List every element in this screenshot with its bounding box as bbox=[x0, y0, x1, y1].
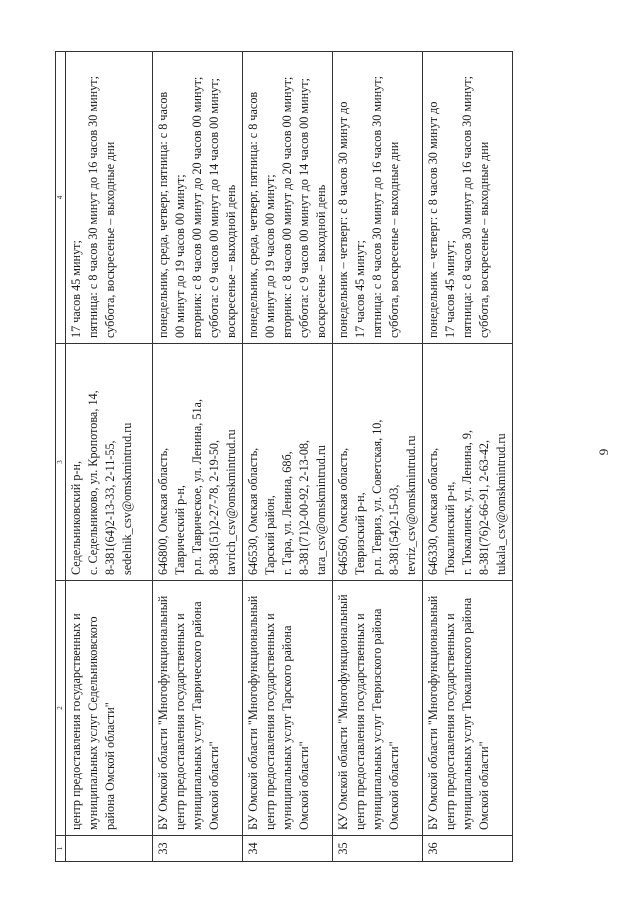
office-name-line: муниципальных услуг Тевризского района bbox=[370, 608, 384, 830]
office-schedule-line: 17 часов 45 минут; bbox=[353, 240, 367, 338]
office-address-line: г. Тюкалинск, ул. Ленина, 9, bbox=[460, 430, 474, 575]
office-name bbox=[153, 581, 243, 836]
office-address-line: tukala_csv@omskmintrud.ru bbox=[494, 433, 508, 575]
office-address-line: 646800, Омская область, bbox=[156, 447, 170, 575]
header-row bbox=[56, 52, 66, 862]
row-number: 34 bbox=[243, 836, 333, 862]
page-number: 9 bbox=[596, 448, 611, 456]
office-schedule bbox=[153, 52, 243, 344]
office-address-line: tevriz_csv@omskmintrud.ru bbox=[404, 435, 418, 575]
office-address-line: Таврический р-н, bbox=[173, 485, 187, 575]
office-schedule-line: суббота, воскресенье – выходные дни bbox=[387, 141, 401, 338]
row-number: 33 bbox=[153, 836, 243, 862]
office-address-line: Тарский район, bbox=[263, 495, 277, 575]
office-address-line: Седельниковский р-н, bbox=[69, 460, 83, 575]
office-schedule-line: пятница: с 8 часов 30 минут до 16 часов 30 минут; bbox=[460, 76, 474, 338]
office-name-line: БУ Омской области "Многофункциональный bbox=[246, 595, 260, 830]
office-name bbox=[423, 581, 513, 836]
header-cell-1: 1 bbox=[56, 836, 66, 862]
office-name-line: БУ Омской области "Многофункциональный bbox=[156, 595, 170, 830]
office-address-line: tara_csv@omskmintrud.ru bbox=[314, 444, 328, 575]
office-schedule-line: воскресенье – выходной день bbox=[224, 184, 238, 338]
office-name-line: муниципальных услуг Тарского района bbox=[280, 625, 294, 830]
office-address-line: г. Тара, ул. Ленина, 68б, bbox=[280, 451, 294, 575]
office-address-line: р.п. Таврическое, ул. Ленина, 51а, bbox=[190, 398, 204, 575]
header-cell-4: 4 bbox=[56, 52, 66, 344]
office-schedule bbox=[423, 52, 513, 344]
office-address bbox=[243, 344, 333, 581]
office-address-line: 8-381(51)2-27-78, 2-19-50, bbox=[207, 439, 221, 575]
office-address-line: 646530, Омская область, bbox=[246, 447, 260, 575]
office-name-line: муниципальных услуг Седельниковского bbox=[86, 616, 100, 830]
table-row bbox=[243, 52, 333, 862]
office-schedule-line: 17 часов 45 минут; bbox=[443, 240, 457, 338]
office-address-line: р.п. Тевриз, ул. Советская, 10, bbox=[370, 419, 384, 575]
office-schedule bbox=[333, 52, 423, 344]
office-name-line: БУ Омской области "Многофункциональный bbox=[426, 595, 440, 830]
office-schedule-line: суббота, воскресенье – выходные дни bbox=[477, 141, 491, 338]
office-schedule-line: воскресенье – выходной день bbox=[314, 184, 328, 338]
office-name-line: центр предоставления государственных и bbox=[263, 613, 277, 830]
office-name bbox=[66, 581, 153, 836]
table-row bbox=[423, 52, 513, 862]
office-schedule-line: понедельник, среда, четверг, пятница: с 8 часов bbox=[246, 91, 260, 338]
office-schedule-line: суббота: с 9 часов 00 минут до 14 часов 00 минут; bbox=[207, 78, 221, 338]
office-name-line: муниципальных услуг Таврического района bbox=[190, 601, 204, 830]
office-address-line: 8-381(64)2-13-33, 2-11-55, bbox=[103, 440, 117, 575]
office-schedule-line: 00 минут до 19 часов 00 минут; bbox=[263, 174, 277, 338]
office-name-line: КУ Омской области "Многофункциональный bbox=[336, 594, 350, 830]
office-name-line: Омской области" bbox=[207, 741, 221, 830]
office-name bbox=[243, 581, 333, 836]
office-address-line: Тевризский р-н, bbox=[353, 492, 367, 575]
office-schedule bbox=[243, 52, 333, 344]
office-address-line: sedelnik_csv@omskmintrud.ru bbox=[120, 422, 134, 575]
office-schedule-line: суббота: с 9 часов 00 минут до 14 часов 00 минут; bbox=[297, 78, 311, 338]
office-address-line: с. Седельниково, ул. Кропотова, 14, bbox=[86, 390, 100, 575]
office-address-line: 8-381(76)2-66-91, 2-63-42, bbox=[477, 439, 491, 575]
header-cell-3: 3 bbox=[56, 344, 66, 581]
office-schedule-line: 00 минут до 19 часов 00 минут; bbox=[173, 174, 187, 338]
office-name-line: центр предоставления государственных и bbox=[443, 613, 457, 830]
office-schedule bbox=[66, 52, 153, 344]
office-schedule-line: понедельник – четверг: с 8 часов 30 минут до bbox=[336, 101, 350, 338]
office-schedule-line: вторник: с 8 часов 00 минут до 20 часов 00 минут; bbox=[190, 76, 204, 338]
table-row bbox=[66, 52, 153, 862]
office-address-line: 8-381(71)2-00-92, 2-13-08, bbox=[297, 439, 311, 575]
office-schedule-line: понедельник, среда, четверг, пятница: с 8 часов bbox=[156, 91, 170, 338]
office-schedule-line: 17 часов 45 минут; bbox=[69, 240, 83, 338]
office-address bbox=[333, 344, 423, 581]
office-schedule-line: пятница: с 8 часов 30 минут до 16 часов 30 минут; bbox=[86, 76, 100, 338]
office-schedule-line: вторник: с 8 часов 00 минут до 20 часов 00 минут; bbox=[280, 76, 294, 338]
office-name-line: района Омской области" bbox=[103, 702, 117, 830]
office-name-line: центр предоставления государственных и bbox=[69, 613, 83, 830]
office-address-line: 646330, Омская область, bbox=[426, 447, 440, 575]
office-address bbox=[66, 344, 153, 581]
office-schedule-line: пятница: с 8 часов 30 минут до 16 часов 30 минут; bbox=[370, 76, 384, 338]
office-name-line: муниципальных услуг Тюкалинского района bbox=[460, 597, 474, 830]
office-address-line: 8-381(54)2-15-03, bbox=[387, 484, 401, 575]
office-name-line: Омской области" bbox=[477, 741, 491, 830]
office-schedule-line: суббота, воскресенье – выходные дни bbox=[103, 141, 117, 338]
office-name-line: Омской области" bbox=[297, 741, 311, 830]
row-number: 36 bbox=[423, 836, 513, 862]
office-address bbox=[153, 344, 243, 581]
office-name-line: центр предоставления государственных и bbox=[353, 613, 367, 830]
office-address-line: Тюкалинский р-н, bbox=[443, 481, 457, 575]
table-row bbox=[153, 52, 243, 862]
office-address-line: tavrich_csv@omskmintrud.ru bbox=[224, 429, 238, 575]
rotated-table-wrapper bbox=[55, 52, 586, 862]
mfc-offices-table bbox=[55, 51, 513, 862]
row-number: 35 bbox=[333, 836, 423, 862]
office-schedule-line: понедельник – четверг: с 8 часов 30 минут до bbox=[426, 101, 440, 338]
office-address-line: 646560, Омская область, bbox=[336, 447, 350, 575]
table-row bbox=[333, 52, 423, 862]
row-number bbox=[66, 836, 153, 862]
office-name bbox=[333, 581, 423, 836]
office-name-line: Омской области" bbox=[387, 741, 401, 830]
header-cell-2: 2 bbox=[56, 581, 66, 836]
office-address bbox=[423, 344, 513, 581]
office-name-line: центр предоставления государственных и bbox=[173, 613, 187, 830]
